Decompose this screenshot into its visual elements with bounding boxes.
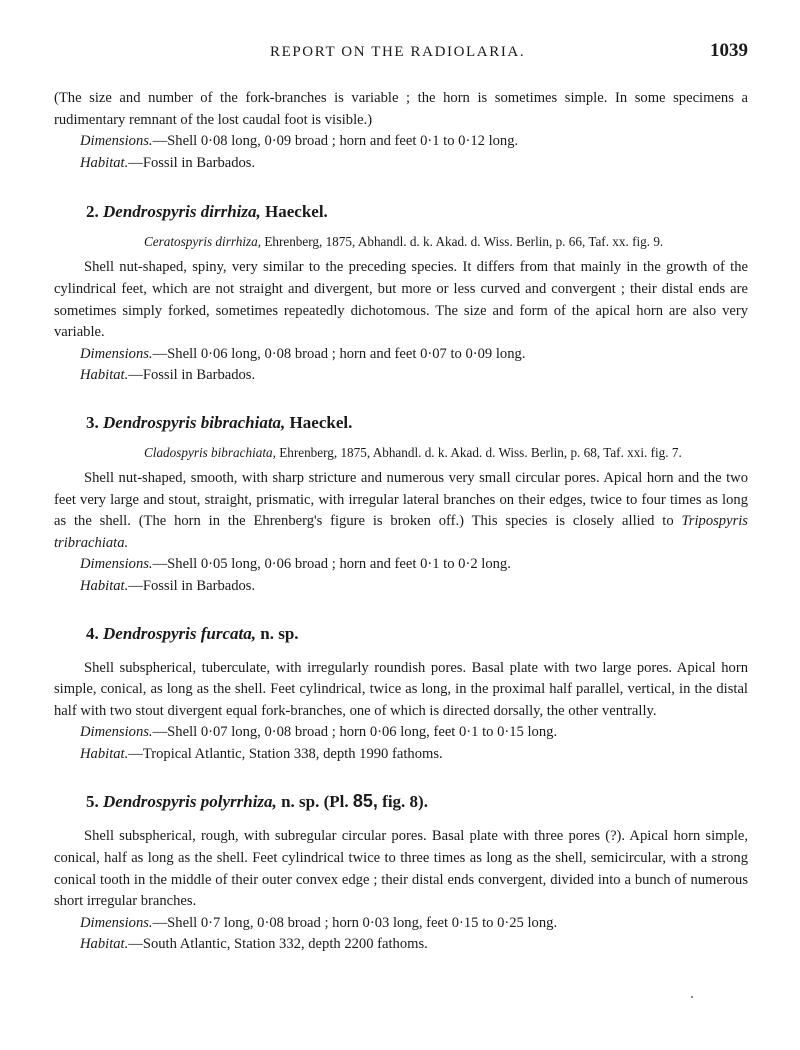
habitat-line [54, 153, 748, 175]
species-description: Shell nut-shaped, spiny, very similar to the preceding species. It differs from that mainly in the growth of the cylindrical feet, which are not straight and divergent, but more or less curved and convergent ; their distal ends are sometimes simply forked, sometimes repeatedly dichotomous. The size and form of the apical horn are also very variable. [54, 259, 748, 341]
species-author: n. sp. [281, 792, 320, 812]
species-4 [54, 622, 748, 766]
dimensions-text: —Shell 0·07 long, 0·08 broad ; horn 0·06 long, feet 0·1 to 0·15 long. [152, 724, 558, 741]
description-text: Shell nut-shaped, smooth, with sharp stricture and numerous very small circular pores. Apical horn and the two feet very large and stout, straight, prismatic, with irregular lateral branches on their edges, twice to four times as long as the shell. (The horn in the Ehrenberg's figure is broken off.) This species is closely allied to [54, 469, 748, 530]
stray-mark [691, 996, 693, 998]
dimensions-line [54, 722, 748, 744]
dimensions-line [54, 344, 748, 366]
habitat-text: —Fossil in Barbados. [128, 367, 256, 384]
habitat-line [54, 365, 748, 387]
habitat-label: Habitat. [80, 154, 129, 171]
species-number: 2. [86, 202, 99, 222]
species-heading [86, 411, 748, 435]
species-name: Dendrospyris dirrhiza, [103, 202, 261, 222]
intro-paragraph: (The size and number of the fork-branches is variable ; the horn is sometimes simple. In some specimens a rudimentary remnant of the lost caudal foot is visible.) [54, 90, 748, 128]
dimensions-text: —Shell 0·08 long, 0·09 broad ; horn and feet 0·1 to 0·12 long. [152, 133, 519, 150]
synonym-reference [144, 232, 748, 251]
page-body [54, 88, 748, 956]
plate-number: 85, [352, 791, 378, 812]
species-heading [86, 789, 748, 814]
habitat-label: Habitat. [80, 745, 129, 762]
species-description: Shell subspherical, tuberculate, with irregularly roundish pores. Basal plate with two large pores. Apical horn simple, conical, as long as the shell. Feet cylindrical, twice as long, in the proximal half parallel, vertical, in the distal half with two stout divergent equal fork-branches, one of which is directed dorsally, the other ventrally. [54, 659, 748, 719]
habitat-line [54, 576, 748, 598]
habitat-text: —South Atlantic, Station 332, depth 2200 fathoms. [128, 936, 428, 953]
species-heading [86, 622, 748, 646]
habitat-text: —Fossil in Barbados. [128, 154, 256, 171]
habitat-line [54, 934, 748, 956]
species-number: 4. [86, 623, 99, 643]
species-author: Haeckel. [265, 202, 328, 222]
dimensions-label: Dimensions. [80, 133, 153, 150]
dimensions-label: Dimensions. [80, 724, 153, 741]
dimensions-text: —Shell 0·06 long, 0·08 broad ; horn and feet 0·07 to 0·09 long. [152, 345, 526, 362]
species-author: n. sp. [260, 623, 299, 643]
habitat-text: —Fossil in Barbados. [128, 577, 256, 594]
species-author: Haeckel. [289, 412, 353, 432]
habitat-line [54, 744, 748, 766]
species-number: 3. [86, 412, 99, 432]
species-name: Dendrospyris bibrachiata, [103, 412, 286, 432]
habitat-label: Habitat. [80, 577, 129, 594]
species-3 [54, 411, 748, 598]
page-number: 1039 [710, 40, 748, 61]
related-species: Tripospyris tribrachiata. [54, 513, 748, 551]
dimensions-line [54, 913, 748, 935]
habitat-label: Habitat. [80, 936, 129, 953]
plate-reference: (Pl. 85, fig. 8). [323, 791, 428, 812]
synonym-reference [144, 443, 748, 462]
species-number: 5. [86, 792, 99, 812]
dimensions-line [54, 554, 748, 576]
species-1-continuation [54, 88, 748, 174]
dimensions-line [54, 131, 748, 153]
species-name: Dendrospyris polyrrhiza, [103, 792, 277, 812]
synonym-name: Cladospyris bibrachiata, [144, 444, 276, 460]
dimensions-text: —Shell 0·05 long, 0·06 broad ; horn and feet 0·1 to 0·2 long. [152, 556, 511, 573]
synonym-citation: Ehrenberg, 1875, Abhandl. d. k. Akad. d. Wiss. Berlin, p. 66, Taf. xx. fig. 9. [264, 234, 664, 250]
dimensions-label: Dimensions. [80, 556, 153, 573]
habitat-text: —Tropical Atlantic, Station 338, depth 1990 fathoms. [128, 745, 443, 762]
species-description: Shell subspherical, rough, with subregular circular pores. Basal plate with three pores (?). Apical horn simple, conical, half as long as the shell. Feet cylindrical twice to three times as long as the shell, semicircular, with a strong conical tooth in the middle of their outer convex edge ; their distal ends convergent, divided into a bunch of numerous short irregular branches. [54, 828, 748, 910]
running-header [0, 40, 800, 72]
dimensions-label: Dimensions. [80, 914, 153, 931]
synonym-citation: Ehrenberg, 1875, Abhandl. d. k. Akad. d. Wiss. Berlin, p. 68, Taf. xxi. fig. 7. [279, 444, 682, 460]
species-2 [54, 200, 748, 387]
species-name: Dendrospyris furcata, [103, 623, 257, 643]
synonym-name: Ceratospyris dirrhiza, [144, 234, 262, 250]
species-heading [86, 200, 748, 224]
habitat-label: Habitat. [80, 367, 129, 384]
species-description [54, 468, 748, 554]
dimensions-text: —Shell 0·7 long, 0·08 broad ; horn 0·03 long, feet 0·15 to 0·25 long. [152, 914, 558, 931]
running-title: REPORT ON THE RADIOLARIA. [270, 44, 526, 60]
species-5 [54, 789, 748, 956]
dimensions-label: Dimensions. [80, 345, 153, 362]
